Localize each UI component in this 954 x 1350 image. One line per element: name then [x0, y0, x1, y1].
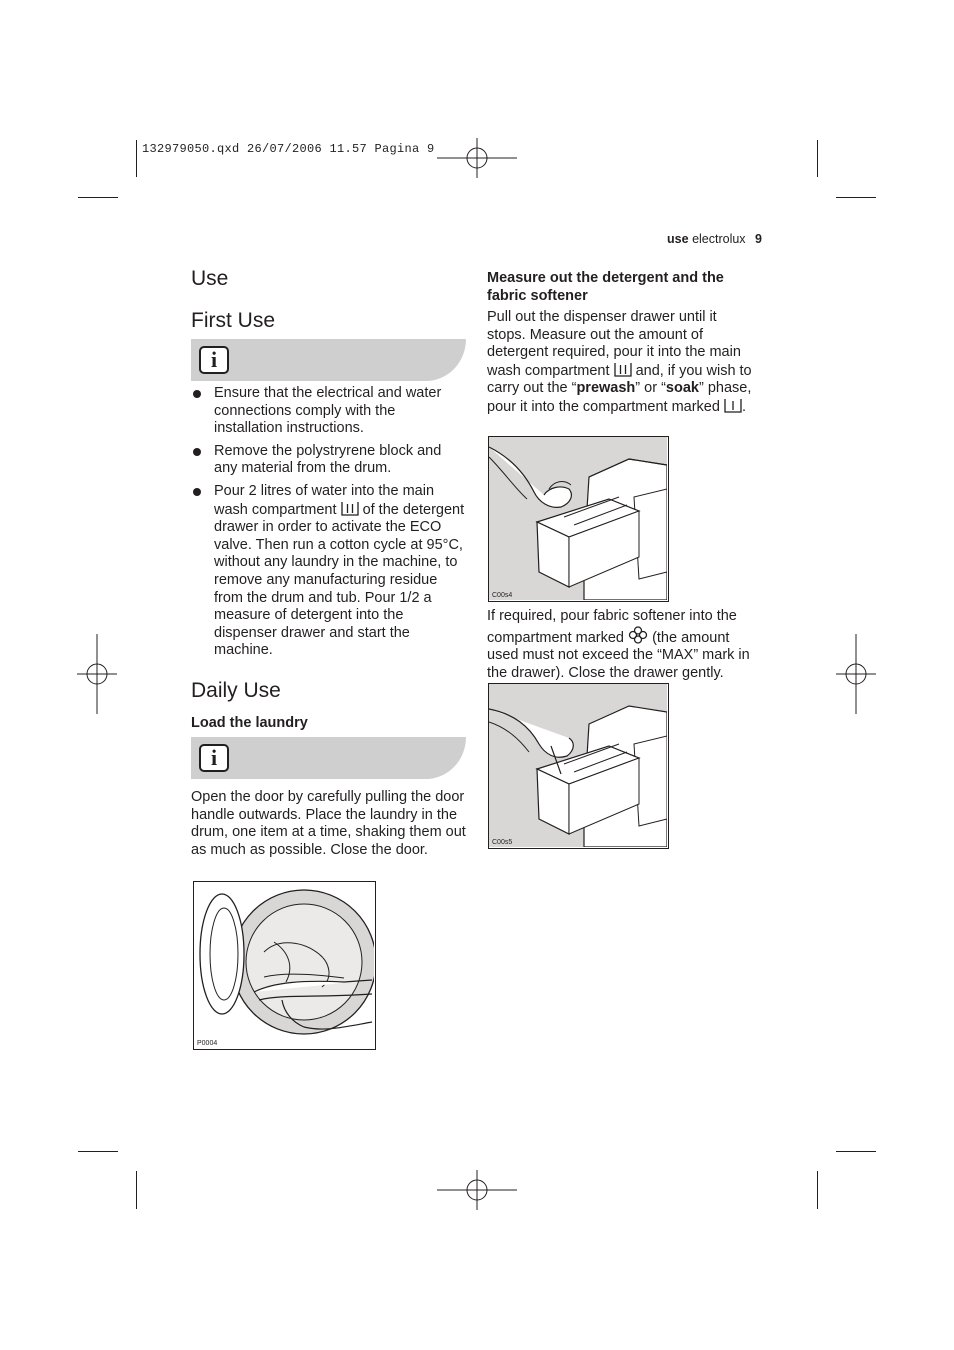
load-laundry-paragraph: Open the door by carefully pulling the door handle outwards. Place the laundry in the drum, one item at a time, shaking them out as much as possible. Close the door.: [191, 789, 466, 858]
paragraph-text: ” phase, pour it into the compartment marked: [487, 380, 752, 415]
first-use-bullet-list: [191, 385, 466, 665]
bullet-icon: [193, 390, 201, 398]
first-use-heading: First Use: [191, 309, 275, 332]
prewash-compartment-icon: [724, 398, 742, 413]
bullet-text: Remove the polystryrene block and any material from the drum.: [214, 442, 442, 477]
main-wash-compartment-icon: [614, 362, 632, 377]
running-head-section: use: [667, 232, 689, 246]
figure-code: P0004: [197, 1040, 218, 1047]
registration-mark-top: [437, 138, 517, 178]
list-item: [191, 385, 466, 438]
paragraph-text: (the amount used must not exceed the “MAX” mark in the drawer). Close the drawer gently.: [487, 629, 750, 681]
paragraph-text: .: [741, 398, 746, 415]
load-laundry-subheading: Load the laundry: [191, 715, 308, 731]
info-bar-first-use: [191, 339, 466, 381]
print-slug: 132979050.qxd 26/07/2006 11.57 Pagina 9: [142, 142, 435, 156]
measure-detergent-paragraph: [487, 309, 759, 417]
paragraph-text: ” or “: [635, 380, 666, 397]
running-head-brand: electrolux: [692, 232, 746, 246]
info-icon: i: [199, 744, 229, 772]
main-wash-compartment-icon: [341, 501, 359, 516]
bullet-icon: [193, 448, 201, 456]
fabric-softener-paragraph: [487, 608, 759, 682]
softener-pouring-drawing: [489, 684, 667, 847]
fabric-softener-illustration: [488, 683, 669, 849]
running-head: [667, 232, 762, 246]
figure-code: C00s4: [492, 592, 513, 599]
list-item: [191, 443, 466, 478]
load-laundry-illustration: [193, 881, 376, 1050]
detergent-pouring-drawing: [489, 437, 667, 600]
bullet-icon: [193, 488, 201, 496]
figure-code: C00s5: [492, 839, 513, 846]
paragraph-text: If required, pour fabric softener into the compartment marked: [487, 608, 737, 646]
info-bar-daily-use: [191, 737, 466, 779]
drum-hands-drawing: [194, 882, 374, 1048]
list-item: [191, 483, 466, 660]
bullet-text: Ensure that the electrical and water connections comply with the installation instructions.: [214, 385, 442, 437]
page-number: 9: [755, 232, 762, 246]
detergent-drawer-illustration: [488, 436, 669, 602]
soak-term: soak: [665, 380, 699, 397]
registration-mark-right: [836, 634, 876, 714]
fabric-softener-flower-icon: [628, 626, 648, 644]
measure-detergent-subheading: Measure out the detergent and the fabric softener: [487, 270, 724, 304]
registration-mark-bottom: [437, 1170, 517, 1210]
prewash-term: prewash: [576, 380, 636, 397]
paragraph-text: and, if you wish to carry out the “: [487, 362, 752, 397]
daily-use-heading: Daily Use: [191, 679, 281, 702]
registration-mark-left: [77, 634, 117, 714]
bullet-text: Pour 2 litres of water into the main wash compartment: [214, 482, 435, 518]
paragraph-text: Pull out the dispenser drawer until it stops. Measure out the amount of detergent required, pour it into the main wash compartment: [487, 309, 741, 379]
page-title: Use: [191, 267, 229, 290]
info-icon: i: [199, 346, 229, 374]
bullet-text-continued: of the detergent drawer in order to activate the ECO valve. Then run a cotton cycle at 95°C, without any laundry in the machine, to remove any manufacturing residue from the drum and tub. Pour 1/2 a measure of detergent into the dispenser drawer and start the machine.: [214, 501, 465, 659]
